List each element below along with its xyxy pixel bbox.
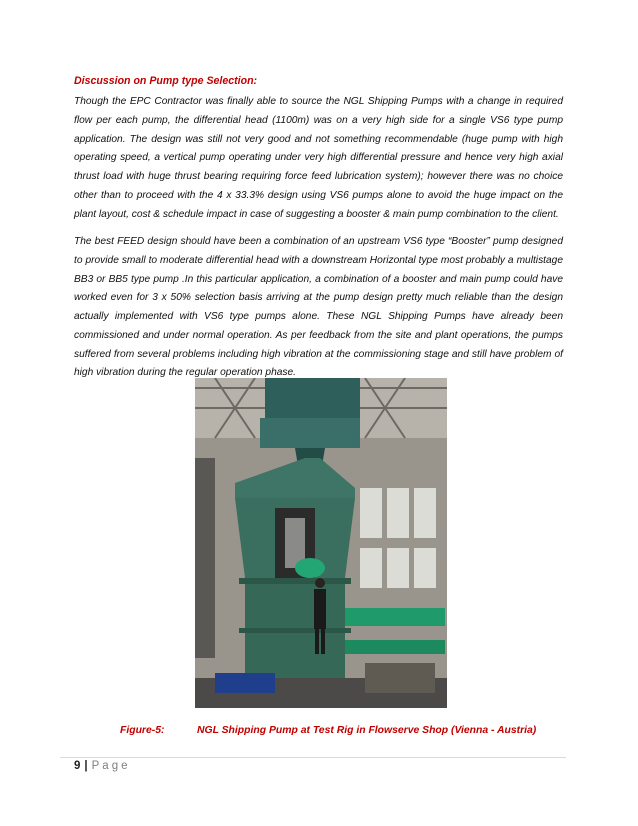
- page-number: 9: [74, 760, 81, 772]
- page-word: Page: [91, 760, 131, 772]
- page-footer: [74, 760, 130, 772]
- paragraph-2: The best FEED design should have been a combination of an upstream VS6 type “Booster” pump designed to provide small to moderate differential head with a downstream Horizontal type most probably a multistage BB3 or BB5 type pump .In this particular application, a combination of a booster and main pump could have worked even for 3 x 50% selection basis arriving at the pump design pretty much reliable than the design actually implemented with VS6 type pumps alone. These NGL Shipping Pumps have already been commissioned and under normal operation. As per feedback from the site and plant operations, the pumps suffered from several problems including high vibration at the commissioning stage and still have problem of high vibration during the regular operation phase.: [74, 236, 563, 379]
- paragraph-1: Though the EPC Contractor was finally able to source the NGL Shipping Pumps with a change in required flow per each pump, the differential head (1100m) was on a very high side for a single VS6 type pump application. The design was still not very good and not something recommendable (huge pump with high operating speed, a vertical pump operating under very high differential pressure and hence very high axial thrust load with huge thrust bearing requiring force feed lubrication system); however there was no choice other than to proceed with the 4 x 33.3% design using VS6 pumps alone to avoid the huge impact on the plant layout, cost & schedule impact in case of suggesting a booster & main pump combination to the client.: [74, 96, 563, 220]
- figure-label: Figure-5:: [120, 725, 165, 736]
- footer-divider: [60, 757, 566, 758]
- pump-photo: [195, 378, 447, 708]
- pump-photo-illustration: [195, 378, 447, 708]
- section-heading: Discussion on Pump type Selection:: [74, 75, 258, 87]
- footer-separator: |: [84, 760, 88, 772]
- figure-caption: NGL Shipping Pump at Test Rig in Flowserve Shop (Vienna - Austria): [197, 725, 537, 736]
